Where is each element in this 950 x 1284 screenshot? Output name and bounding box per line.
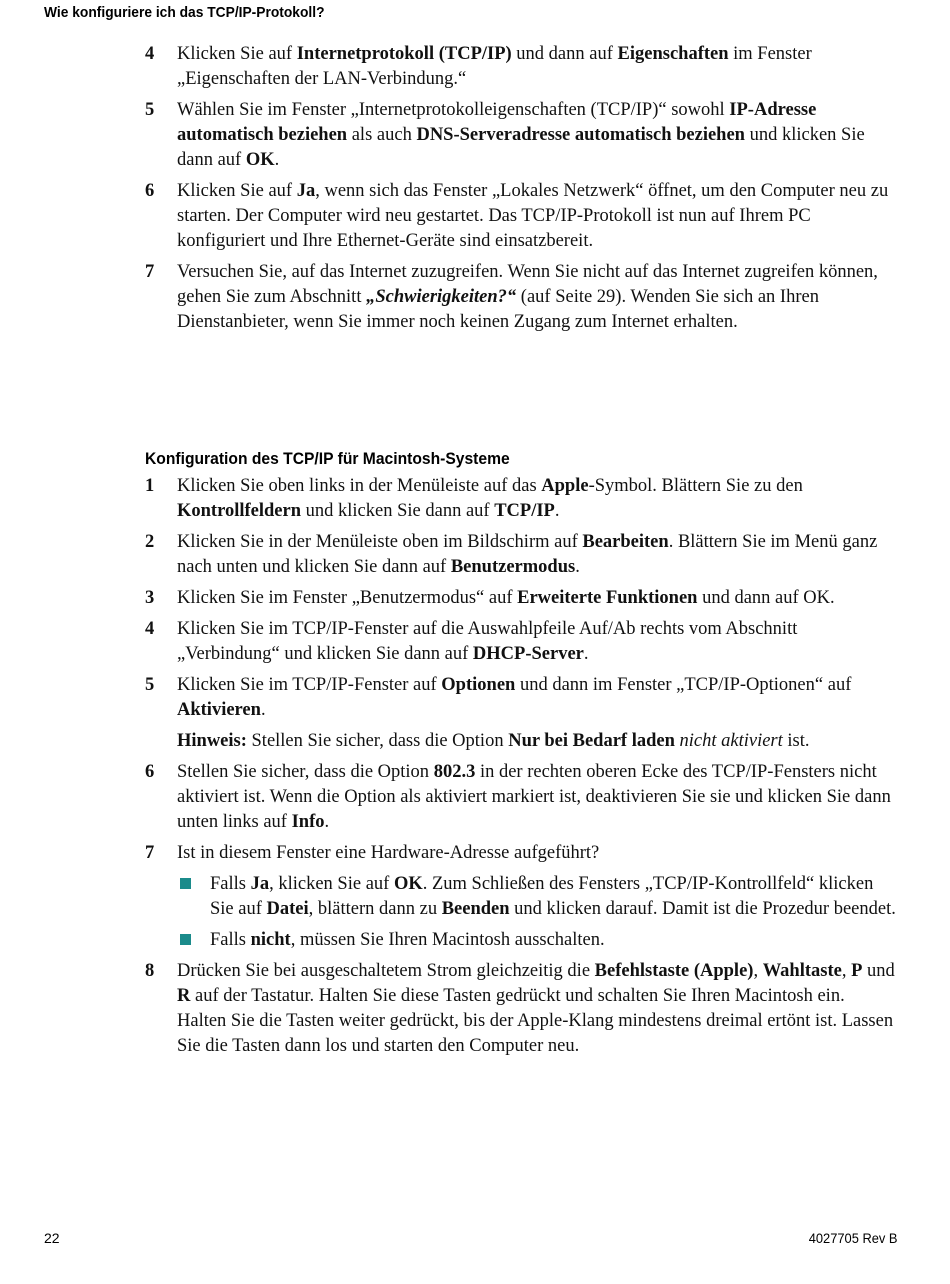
text-run: (auf Seite 29). Wenden Sie sich an Ihren Dienstanbieter, wenn Sie immer noch keinen Zugang zum Internet erhalten. — [177, 287, 819, 332]
text-run: Klicken Sie in der Menüleiste oben im Bildschirm auf — [177, 532, 583, 552]
section-heading: Konfiguration des TCP/IP für Macintosh-Systeme — [145, 449, 510, 468]
text-run: Klicken Sie im TCP/IP-Fenster auf — [177, 675, 442, 695]
text-run: Falls — [210, 930, 251, 950]
bold-text: OK — [393, 874, 423, 894]
text-run: . — [583, 644, 589, 664]
step-number: 6 — [145, 762, 155, 782]
bold-text: nicht — [250, 930, 291, 950]
bold-text: Kontrollfeldern — [177, 501, 302, 521]
text-run: . Zum Schließen des Fensters „TCP/IP-Kontrollfeld“ klicken Sie auf — [210, 874, 874, 919]
text-run: Wählen Sie im Fenster „Internetprotokolleigenschaften (TCP/IP)“ sowohl — [177, 100, 730, 120]
bold-text: Nur bei Bedarf laden — [508, 731, 675, 751]
bold-text: Beenden — [441, 899, 510, 919]
text-run: und klicken Sie dann auf — [177, 125, 865, 170]
text-run: Klicken Sie im Fenster „Benutzermodus“ auf — [177, 588, 518, 608]
step-item — [145, 841, 897, 866]
text-run: als auch — [347, 125, 417, 145]
text-run: . — [274, 150, 280, 170]
step-number: 4 — [145, 44, 155, 64]
text-run: Klicken Sie auf — [177, 181, 297, 201]
bold-text: Bearbeiten — [582, 532, 669, 552]
step-item — [145, 959, 897, 1059]
bold-text: P — [851, 961, 863, 981]
text-run: . — [324, 812, 330, 832]
text-run: und — [862, 961, 895, 981]
bold-text: Datei — [266, 899, 309, 919]
text-run: Klicken Sie im TCP/IP-Fenster auf die Auswahlpfeile Auf/Ab rechts vom Abschnitt „Verbindung“ und klicken Sie dann auf — [177, 619, 798, 664]
text-run: -Symbol. Blättern Sie zu den — [588, 476, 803, 496]
step-number: 5 — [145, 100, 155, 120]
text-run: . — [554, 501, 560, 521]
bold-text: Ja — [250, 874, 270, 894]
step-item — [145, 179, 897, 254]
text-run: . — [260, 700, 266, 720]
step-item — [145, 586, 897, 611]
macintosh-steps-list — [145, 474, 897, 1065]
document-id: 4027705 Rev B — [809, 1230, 898, 1246]
bold-text: Befehlstaste (Apple) — [594, 961, 754, 981]
step-number: 8 — [145, 961, 155, 981]
square-bullet-icon — [180, 878, 191, 889]
bold-text: DNS-Serveradresse automatisch beziehen — [416, 125, 745, 145]
square-bullet-icon — [180, 934, 191, 945]
text-run: , — [841, 961, 852, 981]
text-run: und klicken Sie dann auf — [301, 501, 495, 521]
step-item — [145, 98, 897, 173]
bold-text: Wahltaste — [762, 961, 842, 981]
bold-text: Hinweis: — [177, 731, 247, 751]
text-run: Stellen Sie sicher, dass die Option — [177, 762, 434, 782]
bold-text: Aktivieren — [177, 700, 261, 720]
text-run: . Blättern Sie im Menü ganz nach unten und klicken Sie dann auf — [177, 532, 878, 577]
text-run: im Fenster „Eigenschaften der LAN-Verbindung.“ — [177, 44, 812, 89]
bold-text: IP-Adresse automatisch beziehen — [177, 100, 817, 145]
text-run: Drücken Sie bei ausgeschaltetem Strom gleichzeitig die — [177, 961, 595, 981]
text-run: und dann im Fenster „TCP/IP-Optionen“ auf — [515, 675, 852, 695]
step-number: 7 — [145, 262, 155, 282]
note-paragraph — [145, 729, 897, 754]
bold-text: Optionen — [441, 675, 516, 695]
text-run: , müssen Sie Ihren Macintosh ausschalten. — [290, 930, 605, 950]
bold-text: Erweiterte Funktionen — [517, 588, 698, 608]
step-number: 4 — [145, 619, 155, 639]
step-number: 7 — [145, 843, 155, 863]
text-run: auf der Tastatur. Halten Sie diese Tasten gedrückt und schalten Sie Ihren Macintosh ein. Halten Sie die Tasten weiter gedrückt, bis der Apple-Klang mindestens dreimal ertönt ist. Lassen Sie die Tasten dann los und starten den Computer neu. — [177, 986, 894, 1056]
bullet-item — [145, 928, 897, 953]
text-run: , wenn sich das Fenster „Lokales Netzwerk“ öffnet, um den Computer neu zu starten. Der Computer wird neu gestartet. Das TCP/IP-Protokoll ist nun auf Ihrem PC konfiguriert und Ihre Ethernet-Geräte sind einsatzbereit. — [177, 181, 889, 251]
text-run: . — [575, 557, 580, 577]
step-item — [145, 617, 897, 667]
text-run: und klicken darauf. Damit ist die Prozedur beendet. — [509, 899, 896, 919]
text-run: Klicken Sie auf — [177, 44, 297, 64]
text-run: , blättern dann zu — [308, 899, 442, 919]
windows-steps-list — [145, 42, 897, 341]
step-number: 5 — [145, 675, 155, 695]
text-run: Ist in diesem Fenster eine Hardware-Adresse aufgeführt? — [177, 843, 600, 863]
step-item — [145, 42, 897, 92]
bold-text: „Schwierigkeiten?“ — [366, 287, 517, 307]
bold-text: R — [177, 986, 191, 1006]
step-item — [145, 760, 897, 835]
bold-text: Apple — [541, 476, 589, 496]
text-run: Falls — [210, 874, 251, 894]
step-item — [145, 673, 897, 723]
text-run: , klicken Sie auf — [269, 874, 394, 894]
text-run: Versuchen Sie, auf das Internet zuzugreifen. Wenn Sie nicht auf das Internet zugreifen können, gehen Sie zum Abschnitt — [177, 262, 878, 307]
text-run: ist. — [782, 731, 810, 751]
bold-text: OK — [245, 150, 275, 170]
text-run: Stellen Sie sicher, dass die Option — [246, 731, 509, 751]
bold-text: 802.3 — [433, 762, 476, 782]
step-item — [145, 474, 897, 524]
bold-text: DHCP-Server — [472, 644, 584, 664]
step-number: 3 — [145, 588, 155, 608]
text-run: in der rechten oberen Ecke des TCP/IP-Fensters nicht aktiviert ist. Wenn die Option als aktiviert markiert ist, deaktivieren Sie sie und klicken Sie dann unten links auf — [177, 762, 891, 832]
text-run: und dann auf — [511, 44, 618, 64]
bold-text: Benutzermodus — [450, 557, 576, 577]
text-run: und dann auf OK. — [697, 588, 835, 608]
bold-text: Info — [291, 812, 325, 832]
page-header-title: Wie konfiguriere ich das TCP/IP-Protokoll? — [44, 4, 325, 21]
bold-text: Ja — [296, 181, 316, 201]
text-run: , — [753, 961, 763, 981]
step-number: 1 — [145, 476, 155, 496]
step-item — [145, 530, 897, 580]
italic-text: nicht aktiviert — [679, 731, 783, 751]
text-run: Klicken Sie oben links in der Menüleiste auf das — [177, 476, 542, 496]
step-item — [145, 260, 897, 335]
bold-text: Internetprotokoll (TCP/IP) — [296, 44, 512, 64]
bold-text: Eigenschaften — [617, 44, 729, 64]
bullet-item — [145, 872, 897, 922]
page-number: 22 — [44, 1230, 60, 1246]
bold-text: TCP/IP — [494, 501, 555, 521]
step-number: 2 — [145, 532, 155, 552]
step-number: 6 — [145, 181, 155, 201]
